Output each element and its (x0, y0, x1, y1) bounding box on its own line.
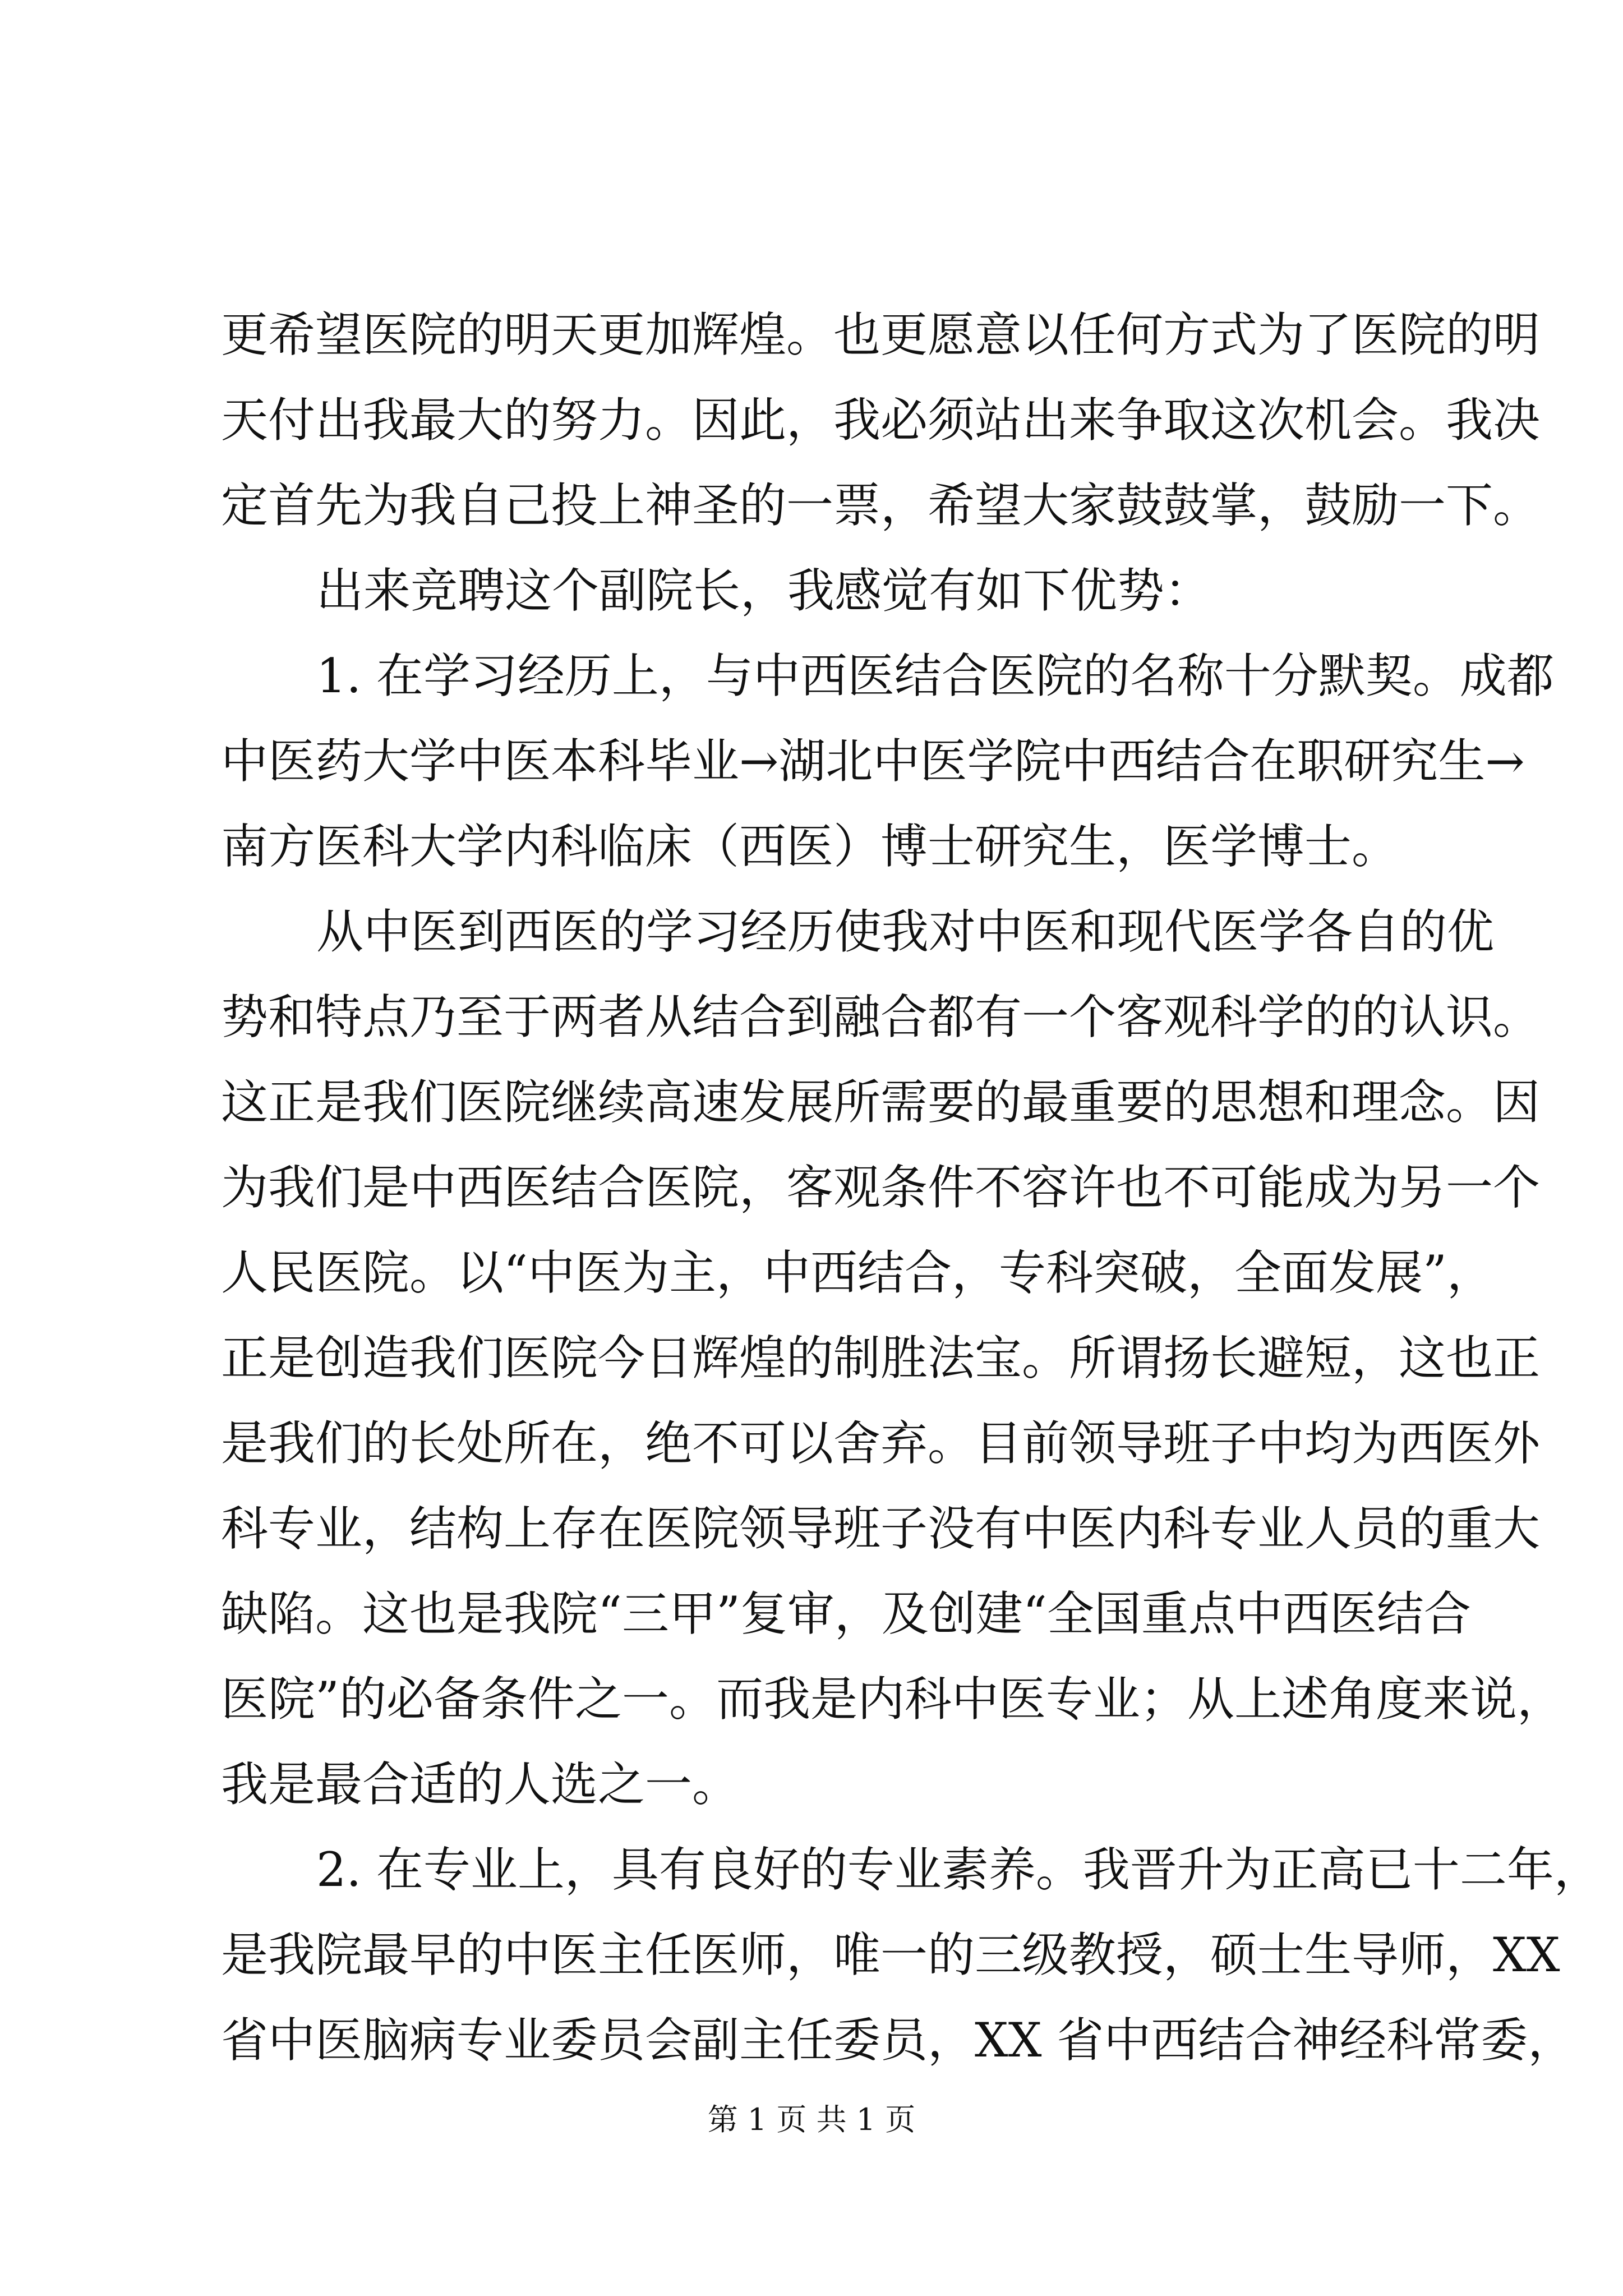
text-line: 科专业，结构上存在医院领导班子没有中医内科专业人员的重大 (221, 1501, 1541, 1556)
text-line: 出来竞聘这个副院长，我感觉有如下优势： (316, 563, 1212, 618)
text-line: 1. 在学习经历上，与中西医结合医院的名称十分默契。成都 (316, 648, 1554, 703)
text-line: 为我们是中西医结合医院，客观条件不容许也不可能成为另一个 (221, 1160, 1541, 1215)
text-line: 南方医科大学内科临床（西医）博士研究生，医学博士。 (221, 819, 1399, 874)
text-line: 这正是我们医院继续高速发展所需要的最重要的思想和理念。因 (221, 1075, 1541, 1130)
text-line: 是我院最早的中医主任医师，唯一的三级教授，硕士生导师，XX (221, 1927, 1560, 1982)
text-line: 人民医院。以“中医为主，中西结合，专科突破，全面发展”， (221, 1245, 1494, 1300)
text-line: 缺陷。这也是我院“三甲”复审，及创建“全国重点中西医结合 (221, 1586, 1471, 1641)
text-line: 省中医脑病专业委员会副主任委员，XX 省中西结合神经科常委， (221, 2013, 1575, 2068)
text-line: 中医药大学中医本科毕业→湖北中医学院中西结合在职研究生→ (221, 734, 1525, 789)
text-line: 从中医到西医的学习经历使我对中医和现代医学各自的优 (316, 904, 1495, 959)
text-line: 我是最合适的人选之一。 (221, 1757, 740, 1812)
text-line: 势和特点乃至于两者从结合到融合都有一个客观科学的的认识。 (221, 990, 1541, 1045)
text-line: 2. 在专业上，具有良好的专业素养。我晋升为正高已十二年， (316, 1842, 1601, 1897)
text-line: 是我们的长处所在，绝不可以舍弃。目前领导班子中均为西医外 (221, 1416, 1541, 1471)
text-line: 正是创造我们医院今日辉煌的制胜法宝。所谓扬长避短，这也正 (221, 1331, 1541, 1386)
text-line: 医院”的必备条件之一。而我是内科中医专业；从上述角度来说， (221, 1672, 1564, 1727)
page-footer: 第 1 页 共 1 页 (707, 2102, 916, 2137)
text-line: 更希望医院的明天更加辉煌。也更愿意以任何方式为了医院的明 (221, 307, 1541, 362)
text-line: 定首先为我自己投上神圣的一票，希望大家鼓鼓掌，鼓励一下。 (221, 478, 1541, 533)
document-body (221, 305, 1601, 2095)
text-line: 天付出我最大的努力。因此，我必须站出来争取这次机会。我决 (221, 393, 1541, 448)
